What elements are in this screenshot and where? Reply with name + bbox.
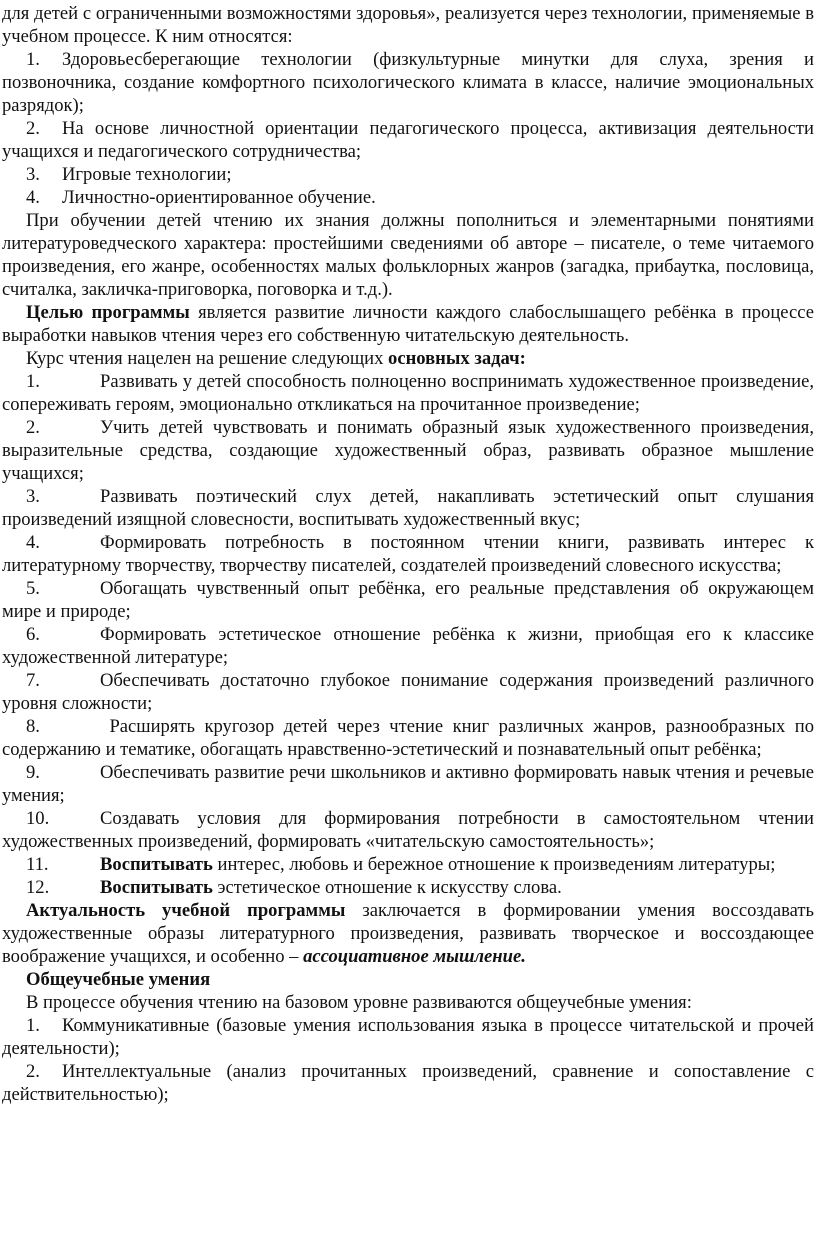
list-number: 3.	[26, 486, 40, 507]
intro-paragraph: для детей с ограниченными возможностями здоровья», реализуется через технологии, применяемые в учебном процессе. К ним относятся:	[2, 3, 814, 47]
list-text: Создавать условия для формирования потребности в самостоятельном чтении художественных произведений, формировать «читательскую самостоятельность»;	[2, 808, 814, 852]
list-number: 6.	[26, 624, 40, 645]
list-text: Обогащать чувственный опыт ребёнка, его реальные представления об окружающем мире и природе;	[2, 578, 814, 622]
skills-heading-text: Общеучебные умения	[26, 969, 211, 990]
learning-paragraph: При обучении детей чтению их знания должны пополниться и элементарными понятиями литературоведческого характера: простейшими сведениями об авторе – писателе, о теме читаемого произведения, его жанре, особенностях малых фольклорных жанров (загадка, прибаутка, пословица, считалка, закличка-приговорка, поговорка и т.д.).	[2, 210, 814, 300]
goal-label: Целью программы	[26, 302, 190, 323]
list-number: 5.	[26, 578, 40, 599]
list-item	[2, 370, 814, 416]
list-text: Обеспечивать развитие речи школьников и активно формировать навык чтения и речевые умения;	[2, 762, 814, 806]
list-number: 1.	[26, 371, 40, 392]
list-item	[2, 186, 814, 209]
list-item	[2, 853, 814, 876]
list-text: Формировать потребность в постоянном чтении книги, развивать интерес к литературному творчеству, творчеству писателей, создателей произведений словесного искусства;	[2, 532, 814, 576]
list-number: 4.	[26, 532, 40, 553]
list-text: Развивать поэтический слух детей, накапливать эстетический опыт слушания произведений изящной словесности, воспитывать художественный вкус;	[2, 486, 814, 530]
skills-heading	[2, 968, 814, 991]
list-item	[2, 876, 814, 899]
list-text: Здоровьесберегающие технологии (физкультурные минутки для слуха, зрения и позвоночника, создание комфортного психологического климата в классе, наличие эмоциональных разрядок);	[2, 49, 814, 116]
list-number: 8.	[26, 716, 40, 737]
goal-text: является развитие личности каждого слабослышащего ребёнка в процессе выработки навыков чтения через его собственную читательскую деятельность.	[2, 302, 814, 346]
list-item	[2, 416, 814, 485]
list-number: 2.	[26, 118, 40, 139]
list-text: Формировать эстетическое отношение ребёнка к жизни, приобщая его к классике художественной литературе;	[2, 624, 814, 668]
list-text: Личностно-ориентированное обучение.	[62, 187, 376, 208]
list-text: Учить детей чувствовать и понимать образный язык художественного произведения, выразительные средства, создающие художественный образ, развивать образное мышление учащихся;	[2, 417, 814, 484]
list-item	[2, 117, 814, 163]
tasks-intro-paragraph	[2, 347, 814, 370]
skills-intro-paragraph: В процессе обучения чтению на базовом уровне развиваются общеучебные умения:	[26, 992, 692, 1013]
list-text: Коммуникативные (базовые умения использования языка в процессе читательской и прочей деятельности);	[2, 1015, 814, 1059]
list-text: эстетическое отношение к искусству слова.	[212, 877, 562, 898]
list-item	[2, 807, 814, 853]
list-text: На основе личностной ориентации педагогического процесса, активизация деятельности учащихся и педагогического сотрудничества;	[2, 118, 814, 162]
tasks-label: основных задач:	[388, 348, 526, 369]
tasks-intro-text: Курс чтения нацелен на решение следующих	[26, 348, 389, 369]
technologies-list	[2, 48, 814, 209]
list-number: 2.	[26, 417, 40, 438]
list-item	[2, 669, 814, 715]
list-bold-verb: Воспитывать	[100, 877, 213, 898]
list-bold-verb: Воспитывать	[100, 854, 213, 875]
list-number: 9.	[26, 762, 40, 783]
list-item	[2, 715, 814, 761]
list-text: Обеспечивать достаточно глубокое понимание содержания произведений различного уровня сложности;	[2, 670, 814, 714]
list-number: 12.	[26, 877, 50, 898]
list-item	[2, 623, 814, 669]
list-text: Расширять кругозор детей через чтение книг различных жанров, разнообразных по содержанию и тематике, обогащать нравственно-эстетический и познавательный опыт ребёнка;	[2, 716, 814, 760]
relevance-text: заключается в формировании умения воссоздавать художественные образы литературного произведения, развивать творческое и воссоздающее воображение учащихся, и особенно –	[2, 900, 814, 967]
list-item	[2, 761, 814, 807]
goal-paragraph	[2, 301, 814, 347]
list-item	[2, 48, 814, 117]
list-text: Развивать у детей способность полноценно воспринимать художественное произведение, сопереживать героям, эмоционально откликаться на прочитанное произведение;	[2, 371, 814, 415]
list-number: 10.	[26, 808, 50, 829]
list-item	[2, 1014, 814, 1060]
relevance-paragraph	[2, 899, 814, 968]
list-number: 4.	[26, 187, 40, 208]
list-item	[2, 163, 814, 186]
relevance-emphasis: ассоциативное мышление.	[303, 946, 526, 967]
list-text: Интеллектуальные (анализ прочитанных произведений, сравнение и сопоставление с действительностью);	[2, 1061, 814, 1105]
skills-list	[2, 1014, 814, 1106]
list-item	[2, 531, 814, 577]
list-number: 1.	[26, 1015, 40, 1036]
relevance-label: Актуальность учебной программы	[26, 900, 346, 921]
list-number: 2.	[26, 1061, 40, 1082]
list-item	[2, 577, 814, 623]
list-number: 11.	[26, 854, 49, 875]
list-text: Игровые технологии;	[62, 164, 232, 185]
list-item	[2, 1060, 814, 1106]
list-number: 3.	[26, 164, 40, 185]
tasks-list	[2, 370, 814, 899]
list-number: 1.	[26, 49, 40, 70]
list-number: 7.	[26, 670, 40, 691]
list-item	[2, 485, 814, 531]
list-text: интерес, любовь и бережное отношение к произведениям литературы;	[212, 854, 776, 875]
